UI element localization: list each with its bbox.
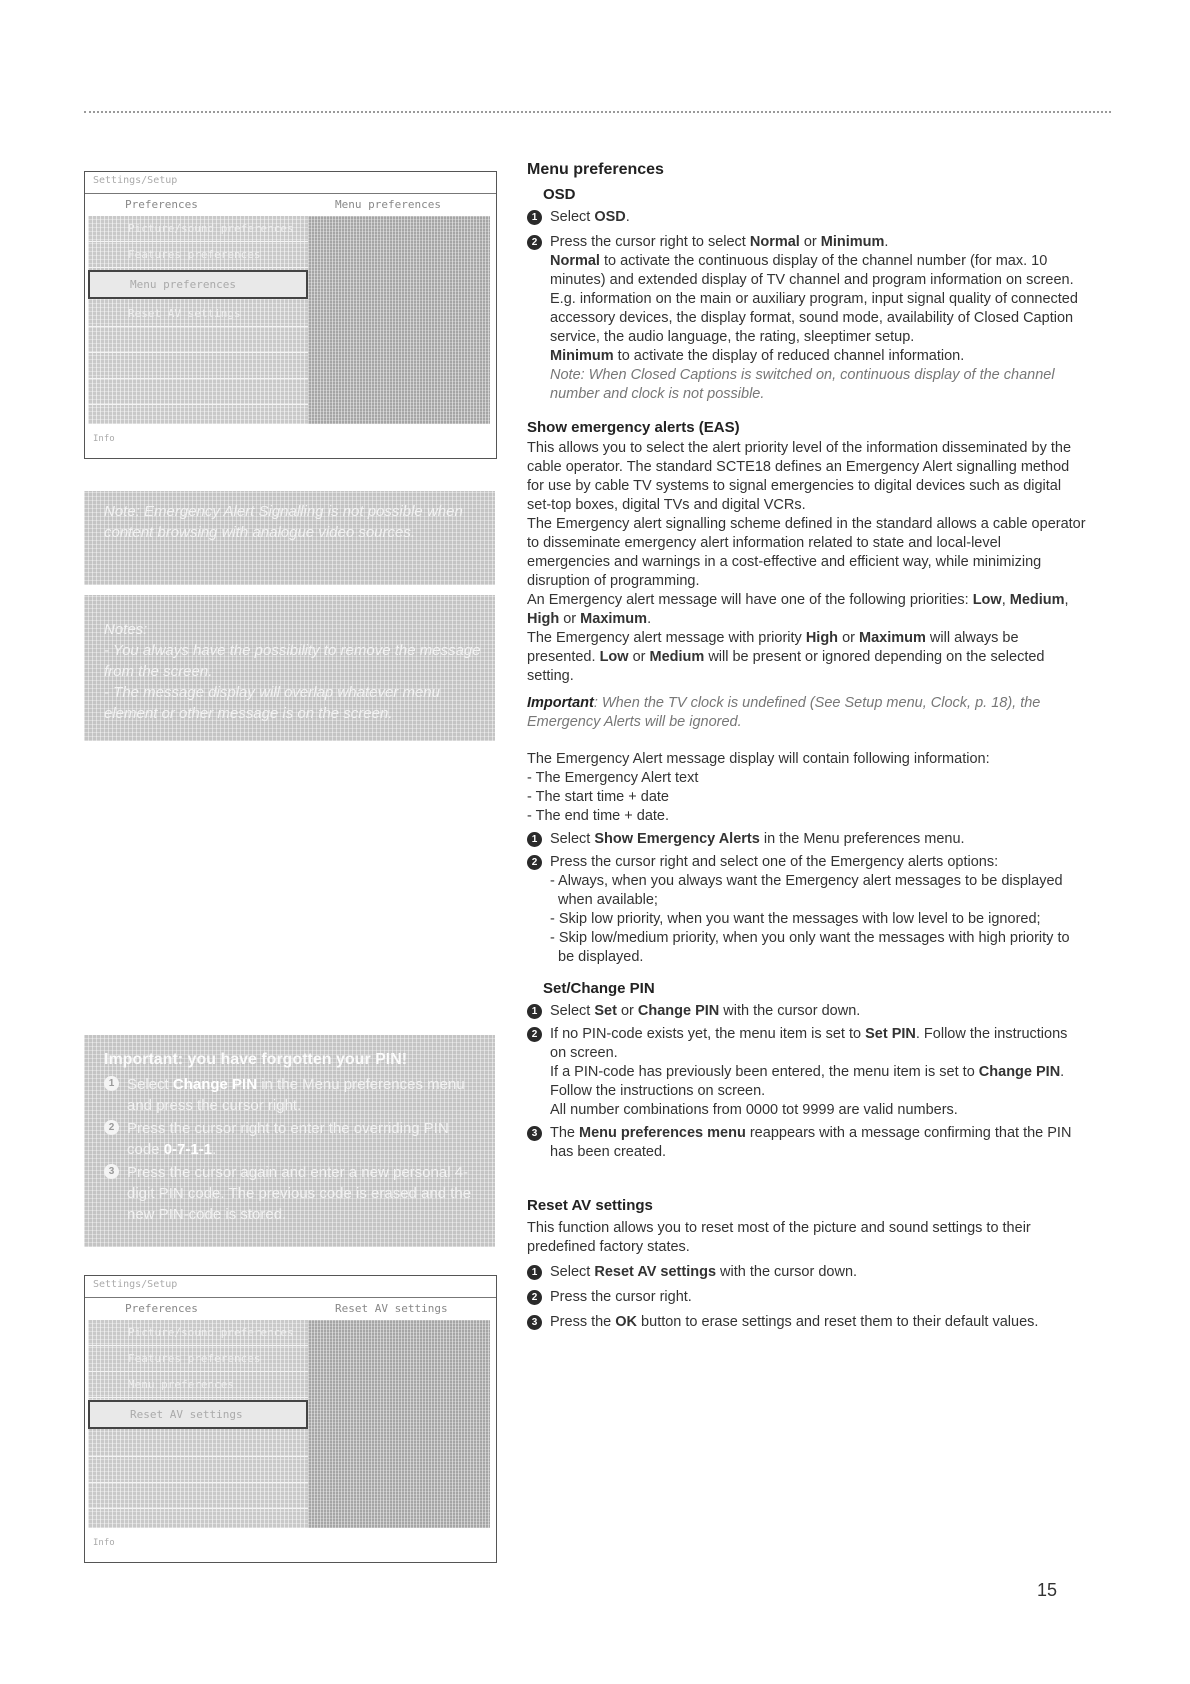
- menu-column-headers: [85, 1298, 496, 1320]
- osd-step-1: 1 Select OSD.: [527, 208, 1087, 227]
- eas-info-item: - The end time + date.: [527, 808, 669, 824]
- menu-item[interactable]: Features preferences: [88, 242, 308, 268]
- menu-title: Settings/Setup: [85, 1276, 496, 1298]
- menu-right-header: Menu preferences: [335, 198, 441, 211]
- menu-column-headers: [85, 194, 496, 216]
- step-number-icon: 2: [527, 235, 542, 250]
- menu-info-label: Info: [93, 434, 115, 444]
- reset-paragraph: This function allows you to reset most of the picture and sound settings to their predefined factory states.: [527, 1220, 1031, 1255]
- eas-option: - Skip low priority, when you want the messages with low level to be ignored;: [550, 911, 1041, 927]
- menu-item[interactable]: [88, 1431, 308, 1457]
- menu-item[interactable]: Menu preferences: [88, 1372, 308, 1398]
- step-number-icon: 1: [527, 1004, 542, 1019]
- pin-step-3: 3 The Menu preferences menu reappears with a message confirming that the PIN has been created.: [527, 1124, 1087, 1162]
- menu-left-header: Preferences: [125, 1302, 198, 1315]
- pin-forgotten-box: [84, 1035, 495, 1247]
- osd-step-2: 2 Press the cursor right to select Normal or Minimum. Normal to activate the continuous display of the channel number (for max. 10 minutes) and extended display of TV channel and program information on screen. E.g. information on the main or auxiliary program, input signal quality of connected accessory devices, the display format, sound mode, availability of Closed Caption service, the audio language, the rating, sleeptimer setup. Minimum to activate the display of reduced channel information. Note: When Closed Captions is switched on, continuous display of the channel number and clock is not possible.: [527, 233, 1087, 404]
- pin-forgotten-step-3: 3 Press the cursor again and enter a new personal 4-digit PIN code. The previous code is erased and the new PIN-code is stored.: [104, 1162, 485, 1225]
- eas-paragraph-2: The Emergency alert signalling scheme defined in the standard allows a cable operator to disseminate emergency alert information related to state and local-level emergencies and warnings in a cost-effective and efficient way, while minimizing disruption of programming.: [527, 516, 1086, 589]
- pin-heading: Set/Change PIN: [543, 980, 655, 997]
- eas-option: - Always, when you always want the Emergency alert messages to be displayed when available;: [550, 873, 1063, 908]
- menu-item[interactable]: Picture/sound preferences: [88, 1320, 308, 1346]
- menu-item[interactable]: Reset AV settings: [88, 301, 308, 327]
- menu-left-header: Preferences: [125, 198, 198, 211]
- menu-right-panel: [308, 216, 490, 424]
- step-number-icon: 1: [527, 210, 542, 225]
- reset-heading: Reset AV settings: [527, 1197, 653, 1214]
- menu-left-panel: [88, 1320, 308, 1528]
- menu-item-selected[interactable]: Reset AV settings: [88, 1400, 308, 1429]
- menu-item[interactable]: [88, 1457, 308, 1483]
- step-number-icon: 1: [527, 832, 542, 847]
- step-number-icon: 2: [104, 1120, 119, 1135]
- eas-step-1: 1 Select Show Emergency Alerts in the Menu preferences menu.: [527, 830, 1087, 849]
- pin-forgotten-heading: Important: you have forgotten your PIN!: [104, 1051, 408, 1068]
- step-number-icon: 3: [527, 1126, 542, 1141]
- menu-left-panel: [88, 216, 308, 424]
- menu-right-header: Reset AV settings: [335, 1302, 448, 1315]
- pin-step-2: 2 If no PIN-code exists yet, the menu item is set to Set PIN. Follow the instructions on screen. If a PIN-code has previously been entered, the menu item is set to Change PIN. Follow the instructions on screen. All number combinations from 0000 tot 9999 are valid numbers.: [527, 1025, 1087, 1120]
- osd-note: Note: When Closed Captions is switched on, continuous display of the channel number and clock is not possible.: [550, 367, 1055, 402]
- menu-item[interactable]: [88, 327, 308, 353]
- page-number: 15: [1037, 1580, 1058, 1600]
- step-number-icon: 2: [527, 1290, 542, 1305]
- reset-step-1: 1 Select Reset AV settings with the cursor down.: [527, 1263, 1087, 1282]
- eas-paragraph-4: The Emergency alert message with priority High or Maximum will always be presented. Low or Medium will be present or ignored depending on the selected setting.: [527, 630, 1045, 684]
- eas-option: - Skip low/medium priority, when you only want the messages with high priority to be displayed.: [550, 930, 1070, 965]
- menu-title: Settings/Setup: [85, 172, 496, 194]
- notes-item: - The message display will overlap whatever menu element or other message is on the screen.: [104, 684, 440, 722]
- step-number-icon: 1: [527, 1265, 542, 1280]
- notes-item: - You always have the possibility to remove the message from the screen.: [104, 642, 481, 680]
- notes-box: [84, 595, 495, 741]
- step-number-icon: 3: [527, 1315, 542, 1330]
- eas-important-note: Important: When the TV clock is undefined (See Setup menu, Clock, p. 18), the Emergency Alerts will be ignored.: [527, 695, 1041, 730]
- eas-info-item: - The Emergency Alert text: [527, 770, 699, 786]
- step-number-icon: 3: [104, 1164, 119, 1179]
- menu-right-panel: [308, 1320, 490, 1528]
- eas-step-2: 2 Press the cursor right and select one of the Emergency alerts options: - Always, when you always want the Emergency alert messages to be displayed when available; - Skip low priority, when you want the messages with low level to be ignored; - Skip low/medium priority, when you only want the messages with high priority to be displayed.: [527, 853, 1087, 967]
- step-number-icon: 1: [104, 1076, 119, 1091]
- menu-info-label: Info: [93, 1538, 115, 1548]
- pin-forgotten-step-1: 1 Select Change PIN in the Menu preferences menu and press the cursor right.: [104, 1074, 485, 1116]
- menu-screenshot-preferences: [84, 171, 497, 459]
- menu-item[interactable]: [88, 353, 308, 379]
- eas-paragraph-1: This allows you to select the alert priority level of the information disseminated by the cable operator. The standard SCTE18 defines an Emergency Alert signalling method for use by cable TV systems to signal emergencies to digital devices such as digital set-top boxes, digital TVs and digital VCRs.: [527, 440, 1072, 513]
- pin-forgotten-step-2: 2 Press the cursor right to enter the overriding PIN code 0-7-1-1.: [104, 1118, 485, 1160]
- eas-heading: Show emergency alerts (EAS): [527, 419, 740, 436]
- main-text-column: [527, 160, 1087, 1332]
- reset-step-2: 2 Press the cursor right.: [527, 1288, 1087, 1307]
- top-dotted-rule: [84, 111, 1111, 113]
- reset-step-3: 3 Press the OK button to erase settings and reset them to their default values.: [527, 1313, 1087, 1332]
- menu-item[interactable]: [88, 1483, 308, 1509]
- menu-item[interactable]: [88, 379, 308, 405]
- menu-item[interactable]: Picture/sound preferences: [88, 216, 308, 242]
- step-number-icon: 2: [527, 1027, 542, 1042]
- menu-item-selected[interactable]: Menu preferences: [88, 270, 308, 299]
- menu-item[interactable]: Features preferences: [88, 1346, 308, 1372]
- osd-heading: OSD: [543, 186, 576, 203]
- note-eas-text: Note: Emergency Alert Signalling is not possible when content browsing with analogue video sources.: [104, 503, 463, 541]
- eas-paragraph-3: An Emergency alert message will have one of the following priorities: Low, Medium, High or Maximum.: [527, 592, 1069, 627]
- step-number-icon: 2: [527, 855, 542, 870]
- pin-step-1: 1 Select Set or Change PIN with the cursor down.: [527, 1002, 1087, 1021]
- menu-preferences-heading: Menu preferences: [527, 161, 664, 178]
- note-box-eas: [84, 491, 495, 585]
- menu-screenshot-reset: [84, 1275, 497, 1563]
- eas-info-item: - The start time + date: [527, 789, 669, 805]
- notes-heading: Notes:: [104, 621, 148, 638]
- eas-info-intro: The Emergency Alert message display will contain following information:: [527, 751, 990, 767]
